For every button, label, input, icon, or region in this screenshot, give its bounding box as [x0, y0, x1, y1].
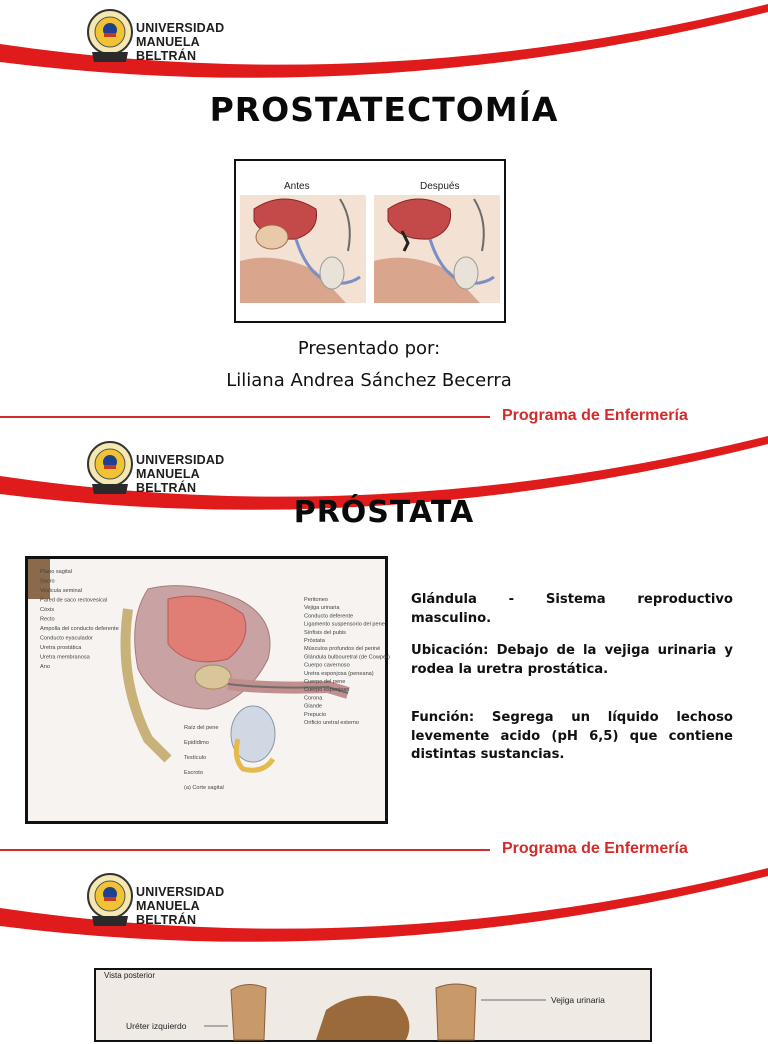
presented-by-label: Presentado por: — [297, 338, 441, 359]
bottom-anatomy-label: Raíz del pene — [184, 725, 219, 731]
university-logo — [86, 8, 256, 74]
university-name-line1: UNIVERSIDAD — [136, 885, 225, 899]
right-anatomy-label: Cuerpo del pene — [304, 679, 346, 685]
description-location — [411, 642, 733, 679]
before-illustration — [240, 195, 366, 303]
presenter-name: Liliana Andrea Sánchez Becerra — [226, 370, 512, 391]
university-name-line1: UNIVERSIDAD — [136, 453, 225, 467]
bottom-anatomy-label: (a) Corte sagital — [184, 785, 224, 791]
university-name-line2: MANUELA BELTRÁN — [136, 35, 200, 63]
right-anatomy-label: Peritoneo — [304, 597, 328, 603]
description-function-text: Función: Segrega un líquido lechoso levemente acido (pH 6,5) que contiene distintas sustancias. — [411, 710, 733, 762]
right-anatomy-label: Vejiga urinaria — [304, 605, 340, 612]
footer-program: Programa de Enfermería — [502, 407, 688, 424]
bladder-label: Vejiga urinaria — [551, 995, 605, 1005]
right-anatomy-label: Próstata — [304, 638, 325, 644]
left-anatomy-label: Recto — [40, 616, 55, 623]
bottom-anatomy-label: Epidídimo — [184, 740, 209, 746]
university-seal-icon — [86, 440, 134, 500]
university-name-line2: MANUELA BELTRÁN — [136, 899, 200, 927]
university-seal-icon — [86, 872, 134, 932]
right-anatomy-label: Cuerpo cavernoso — [304, 662, 350, 669]
description-location-text: Ubicación: Debajo de la vejiga urinaria y rodea la uretra prostática. — [411, 643, 733, 677]
right-anatomy-label: Glande — [304, 703, 323, 710]
university-name-line1: UNIVERSIDAD — [136, 21, 225, 35]
slide-prostata — [0, 432, 768, 864]
bottom-anatomy-label: Testículo — [184, 755, 207, 761]
right-anatomy-label: Prepucio — [304, 711, 327, 718]
right-anatomy-label: Glándula bulbouretral (de Cowper) — [304, 654, 390, 661]
prostate-anatomy-figure — [25, 556, 388, 824]
right-anatomy-label: Uretra esponjosa (peneana) — [304, 670, 374, 677]
university-name-line2: MANUELA BELTRÁN — [136, 467, 200, 495]
right-anatomy-label: Conducto deferente — [304, 613, 354, 620]
description-gland — [411, 591, 733, 628]
footer-divider — [0, 849, 490, 851]
left-anatomy-label: Uretra prostática — [40, 645, 82, 651]
left-anatomy-label: Ampolla del conducto deferente — [40, 626, 119, 632]
left-anatomy-label: Pared de saco rectovesical — [40, 597, 108, 604]
slide-bladder-partial — [0, 864, 768, 1031]
view-label: Vista posterior — [104, 971, 155, 980]
bottom-anatomy-label: Escroto — [184, 770, 203, 776]
left-anatomy-label: Ano — [40, 664, 50, 670]
after-label: Después — [420, 181, 460, 192]
ureter-label: Uréter izquierdo — [126, 1021, 187, 1031]
left-anatomy-label: Cóxis — [40, 607, 54, 613]
footer-divider — [0, 416, 490, 418]
description-gland-text: Glándula - Sistema reproductivo masculino. — [411, 592, 733, 626]
right-anatomy-label: Sínfisis del pubis — [304, 629, 346, 636]
left-anatomy-label: Uretra membranosa — [40, 654, 90, 661]
right-anatomy-label: Ligamento suspensorio del pene — [304, 621, 385, 628]
left-anatomy-label: Vesícula seminal — [40, 588, 82, 594]
slide-title: PRÓSTATA — [293, 495, 475, 530]
right-anatomy-label: Orificio uretral externo — [304, 720, 360, 726]
footer-program: Programa de Enfermería — [502, 840, 688, 857]
slide-title: PROSTATECTOMÍA — [209, 90, 559, 129]
left-anatomy-label: Conducto eyaculador — [40, 635, 93, 642]
university-seal-icon — [86, 8, 134, 68]
university-logo — [86, 872, 256, 938]
bladder-figure — [94, 968, 652, 1042]
left-anatomy-label: Plano sagital — [40, 569, 73, 575]
after-illustration — [374, 195, 500, 303]
prostatectomy-figure — [234, 159, 506, 323]
left-anatomy-label: Sacro — [40, 578, 55, 585]
slide-prostatectomia — [0, 0, 768, 432]
right-anatomy-label: Cuerpo esponjoso — [304, 687, 350, 694]
right-anatomy-label: Corona — [304, 695, 323, 702]
description-function — [411, 709, 733, 765]
right-anatomy-label: Músculos profundos del periné — [304, 646, 381, 653]
before-label: Antes — [284, 181, 310, 192]
